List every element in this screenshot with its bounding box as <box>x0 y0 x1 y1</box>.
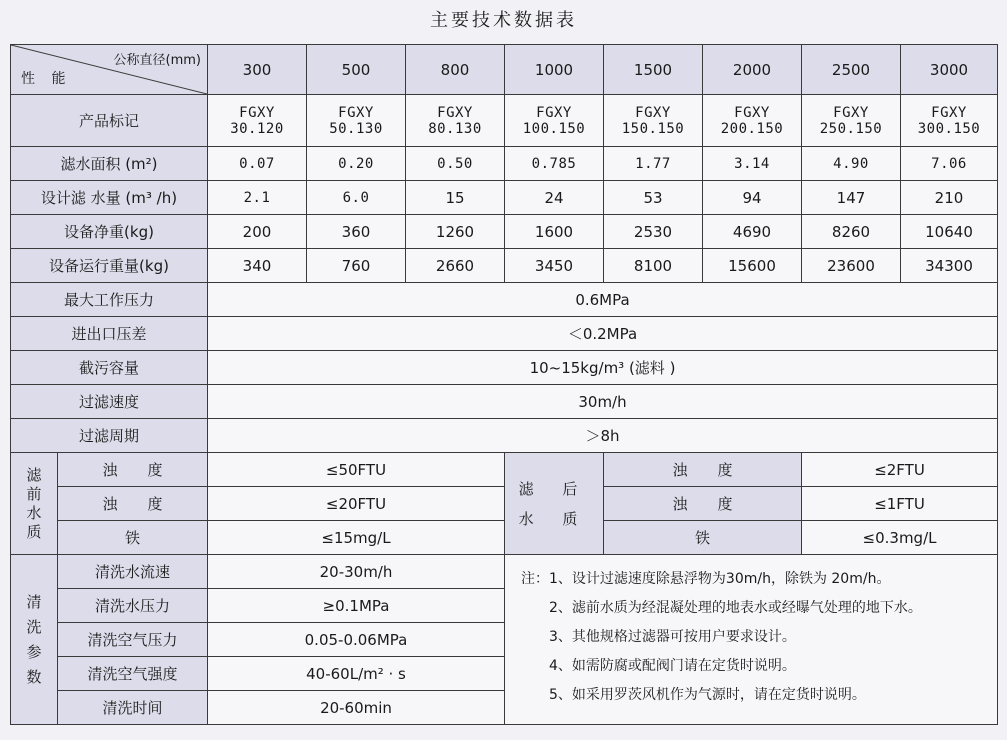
value-cell: 0.50 <box>406 147 505 181</box>
post-water-value: ≤2FTU <box>802 453 998 487</box>
value-cell: 8260 <box>802 215 901 249</box>
value-cell: 7.06 <box>901 147 998 181</box>
note-line: 3、其他规格过滤器可按用户要求设计。 <box>549 629 796 645</box>
common-value: ＞8h <box>208 419 998 453</box>
diameter-cell: 1500 <box>604 45 703 95</box>
product-cell: FGXY 250.150 <box>802 95 901 147</box>
pre-water-group-label: 滤 前 水 质 <box>11 453 58 555</box>
cleaning-value: 20-30m/h <box>208 555 505 589</box>
value-cell: 1600 <box>505 215 604 249</box>
product-cell: FGXY 80.130 <box>406 95 505 147</box>
product-cell: FGXY 150.150 <box>604 95 703 147</box>
common-row <box>11 283 998 317</box>
value-cell: 147 <box>802 181 901 215</box>
page-title: 主要技术数据表 <box>430 10 577 31</box>
pre-water-value: ≤15mg/L <box>208 521 505 555</box>
note-line: 5、如采用罗茨风机作为气源时，请在定货时说明。 <box>549 687 866 703</box>
area-row <box>11 147 998 181</box>
common-value: 30m/h <box>208 385 998 419</box>
pre-water-label: 浊 度 <box>58 487 208 521</box>
cleaning-label: 清洗水压力 <box>58 589 208 623</box>
row-label: 过滤速度 <box>11 385 208 419</box>
value-cell: 24 <box>505 181 604 215</box>
notes-box <box>505 555 998 725</box>
cleaning-label: 清洗空气压力 <box>58 623 208 657</box>
diagonal-header-cell <box>11 45 208 95</box>
value-cell: 0.20 <box>307 147 406 181</box>
diameter-header: 公称直径(mm) <box>113 53 201 68</box>
product-cell: FGXY 300.150 <box>901 95 998 147</box>
cleaning-label: 清洗空气强度 <box>58 657 208 691</box>
value-cell: 0.785 <box>505 147 604 181</box>
post-water-label: 浊 度 <box>604 453 802 487</box>
product-cell: FGXY 200.150 <box>703 95 802 147</box>
common-row <box>11 317 998 351</box>
post-water-group-label: 滤 后 水 质 <box>505 453 604 555</box>
value-cell: 23600 <box>802 249 901 283</box>
row-label: 截污容量 <box>11 351 208 385</box>
cleaning-label: 清洗水流速 <box>58 555 208 589</box>
note-line: 2、滤前水质为经混凝处理的地表水或经曝气处理的地下水。 <box>549 600 922 616</box>
product-cell: FGXY 100.150 <box>505 95 604 147</box>
cleaning-label: 清洗时间 <box>58 691 208 725</box>
value-cell: 360 <box>307 215 406 249</box>
pre-water-label: 铁 <box>58 521 208 555</box>
spec-table <box>10 44 998 725</box>
cleaning-value: ≥0.1MPa <box>208 589 505 623</box>
diameter-cell: 500 <box>307 45 406 95</box>
value-cell: 4.90 <box>802 147 901 181</box>
value-cell: 1260 <box>406 215 505 249</box>
product-cell: FGXY 30.120 <box>208 95 307 147</box>
post-water-label: 浊 度 <box>604 487 802 521</box>
value-cell: 760 <box>307 249 406 283</box>
value-cell: 10640 <box>901 215 998 249</box>
pre-water-label: 浊 度 <box>58 453 208 487</box>
cleaning-value: 40-60L/m² · s <box>208 657 505 691</box>
common-row <box>11 351 998 385</box>
flow-row <box>11 181 998 215</box>
value-cell: 3450 <box>505 249 604 283</box>
common-value: 10~15kg/m³ (滤料 ) <box>208 351 998 385</box>
common-value: ＜0.2MPa <box>208 317 998 351</box>
value-cell: 2.1 <box>208 181 307 215</box>
common-row <box>11 385 998 419</box>
value-cell: 2530 <box>604 215 703 249</box>
performance-header: 性 能 <box>21 71 72 87</box>
value-cell: 6.0 <box>307 181 406 215</box>
row-label: 过滤周期 <box>11 419 208 453</box>
note-line: 注：1、设计过滤速度除悬浮物为30m/h，除铁为 20m/h。 <box>521 571 891 587</box>
cleaning-value: 20-60min <box>208 691 505 725</box>
post-water-label: 铁 <box>604 521 802 555</box>
row-label: 最大工作压力 <box>11 283 208 317</box>
row-label: 进出口压差 <box>11 317 208 351</box>
value-cell: 94 <box>703 181 802 215</box>
run-weight-row <box>11 249 998 283</box>
value-cell: 210 <box>901 181 998 215</box>
water-quality-row <box>11 521 998 555</box>
pre-water-value: ≤50FTU <box>208 453 505 487</box>
value-cell: 1.77 <box>604 147 703 181</box>
value-cell: 340 <box>208 249 307 283</box>
diameter-cell: 3000 <box>901 45 998 95</box>
diameter-cell: 1000 <box>505 45 604 95</box>
value-cell: 8100 <box>604 249 703 283</box>
value-cell: 0.07 <box>208 147 307 181</box>
net-weight-row <box>11 215 998 249</box>
value-cell: 15 <box>406 181 505 215</box>
note-line: 4、如需防腐或配阀门请在定货时说明。 <box>549 658 796 674</box>
value-cell: 3.14 <box>703 147 802 181</box>
common-value: 0.6MPa <box>208 283 998 317</box>
value-cell: 15600 <box>703 249 802 283</box>
value-cell: 34300 <box>901 249 998 283</box>
product-cell: FGXY 50.130 <box>307 95 406 147</box>
value-cell: 2660 <box>406 249 505 283</box>
water-quality-row <box>11 487 998 521</box>
row-label: 设备运行重量(kg) <box>11 249 208 283</box>
header-row <box>11 45 998 95</box>
cleaning-value: 0.05-0.06MPa <box>208 623 505 657</box>
cleaning-group-label: 清 洗 参 数 <box>11 555 58 725</box>
post-water-value: ≤1FTU <box>802 487 998 521</box>
value-cell: 200 <box>208 215 307 249</box>
diameter-cell: 800 <box>406 45 505 95</box>
diameter-cell: 2500 <box>802 45 901 95</box>
pre-water-value: ≤20FTU <box>208 487 505 521</box>
common-row <box>11 419 998 453</box>
diameter-cell: 300 <box>208 45 307 95</box>
row-label: 滤水面积 (m²) <box>11 147 208 181</box>
water-quality-row <box>11 453 998 487</box>
product-row <box>11 95 998 147</box>
value-cell: 53 <box>604 181 703 215</box>
diameter-cell: 2000 <box>703 45 802 95</box>
post-water-value: ≤0.3mg/L <box>802 521 998 555</box>
row-label: 设计滤 水量 (m³ /h) <box>11 181 208 215</box>
row-label: 设备净重(kg) <box>11 215 208 249</box>
cleaning-row <box>11 555 998 589</box>
row-label: 产品标记 <box>11 95 208 147</box>
value-cell: 4690 <box>703 215 802 249</box>
